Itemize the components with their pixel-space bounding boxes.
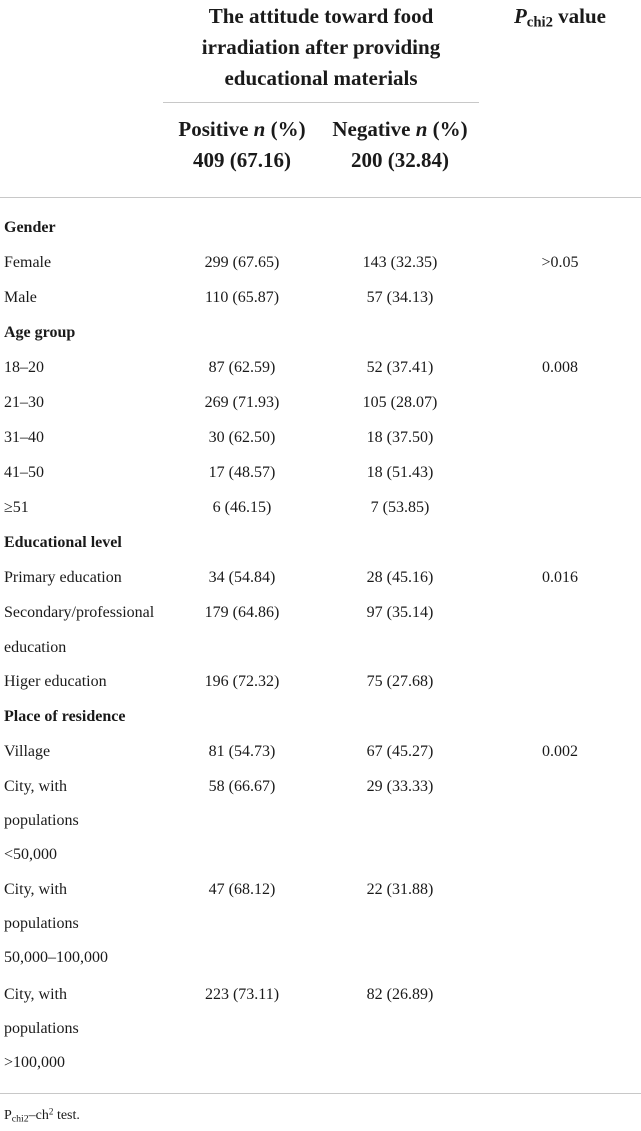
positive-header bbox=[163, 114, 321, 176]
negative-label: Negative bbox=[332, 117, 416, 141]
positive-cell: 47 (68.12) bbox=[208, 881, 276, 898]
top-rule bbox=[0, 197, 641, 198]
footnote-sup: 2 bbox=[48, 1106, 54, 1117]
negative-n: n bbox=[415, 117, 428, 141]
row-label: Higer education bbox=[4, 673, 107, 690]
p-symbol: P bbox=[513, 4, 527, 28]
row-label: 21–30 bbox=[4, 394, 44, 411]
section-gender: Gender bbox=[4, 219, 56, 236]
positive-total: 409 (67.16) bbox=[193, 148, 291, 172]
negative-cell: 18 (51.43) bbox=[366, 464, 434, 481]
negative-cell: 22 (31.88) bbox=[366, 881, 434, 898]
negative-cell: 28 (45.16) bbox=[366, 569, 434, 586]
row-label: Secondary/professional bbox=[4, 604, 155, 621]
positive-cell: 196 (72.32) bbox=[204, 673, 280, 690]
positive-cell: 223 (73.11) bbox=[204, 986, 280, 1003]
row-label: 18–20 bbox=[4, 359, 44, 376]
row-label: Village bbox=[4, 743, 51, 760]
p-header-rest: value bbox=[552, 4, 607, 28]
row-label: Female bbox=[4, 254, 52, 271]
positive-cell: 110 (65.87) bbox=[204, 289, 280, 306]
bottom-rule bbox=[0, 1093, 641, 1094]
row-label-cont: populations bbox=[4, 1020, 79, 1037]
row-label-cont: <50,000 bbox=[4, 846, 58, 863]
header-rule bbox=[163, 102, 479, 103]
footnote-mid: –ch bbox=[28, 1108, 49, 1123]
positive-cell: 6 (46.15) bbox=[212, 499, 272, 516]
table-footnote bbox=[4, 1106, 80, 1126]
negative-cell: 67 (45.27) bbox=[366, 743, 434, 760]
group-header-line: irradiation after providing bbox=[201, 35, 441, 59]
positive-cell: 34 (54.84) bbox=[208, 569, 276, 586]
positive-cell: 269 (71.93) bbox=[204, 394, 280, 411]
section-age-group: Age group bbox=[4, 324, 76, 341]
p-value-cell: 0.016 bbox=[542, 569, 578, 586]
row-label-cont: >100,000 bbox=[4, 1054, 66, 1071]
p-subscript: chi2 bbox=[526, 14, 553, 31]
negative-cell: 18 (37.50) bbox=[366, 429, 434, 446]
negative-cell: 143 (32.35) bbox=[362, 254, 438, 271]
negative-total: 200 (32.84) bbox=[351, 148, 449, 172]
positive-cell: 81 (54.73) bbox=[208, 743, 276, 760]
group-header-line: The attitude toward food bbox=[208, 4, 434, 28]
positive-cell: 299 (67.65) bbox=[204, 254, 280, 271]
footnote-rest: test. bbox=[53, 1108, 80, 1123]
positive-cell: 30 (62.50) bbox=[208, 429, 276, 446]
row-label: ≥51 bbox=[4, 499, 29, 516]
row-label: City, with bbox=[4, 986, 67, 1003]
row-label: 31–40 bbox=[4, 429, 44, 446]
negative-cell: 29 (33.33) bbox=[366, 778, 434, 795]
row-label-cont: populations bbox=[4, 915, 79, 932]
section-place-of-residence: Place of residence bbox=[4, 708, 126, 725]
negative-cell: 57 (34.13) bbox=[366, 289, 434, 306]
negative-cell: 52 (37.41) bbox=[366, 359, 434, 376]
positive-cell: 87 (62.59) bbox=[208, 359, 276, 376]
negative-cell: 82 (26.89) bbox=[366, 986, 434, 1003]
row-label: Male bbox=[4, 289, 37, 306]
positive-n: n bbox=[253, 117, 266, 141]
positive-cell: 17 (48.57) bbox=[208, 464, 276, 481]
positive-label: Positive bbox=[178, 117, 254, 141]
section-educational-level: Educational level bbox=[4, 534, 122, 551]
p-value-cell: 0.002 bbox=[542, 743, 578, 760]
positive-pct: (%) bbox=[265, 117, 306, 141]
row-label: 41–50 bbox=[4, 464, 44, 481]
row-label: Primary education bbox=[4, 569, 122, 586]
negative-cell: 105 (28.07) bbox=[362, 394, 438, 411]
positive-cell: 179 (64.86) bbox=[204, 604, 280, 621]
p-value-cell: 0.008 bbox=[542, 359, 578, 376]
group-header bbox=[163, 1, 479, 94]
row-label: City, with bbox=[4, 778, 67, 795]
negative-cell: 7 (53.85) bbox=[370, 499, 430, 516]
footnote-sub: chi2 bbox=[11, 1113, 29, 1125]
row-label-cont: education bbox=[4, 639, 67, 656]
negative-cell: 75 (27.68) bbox=[366, 673, 434, 690]
p-value-cell: >0.05 bbox=[541, 254, 579, 271]
group-header-line: educational materials bbox=[224, 66, 418, 90]
positive-cell: 58 (66.67) bbox=[208, 778, 276, 795]
row-label-cont: 50,000–100,000 bbox=[4, 949, 108, 966]
negative-pct: (%) bbox=[427, 117, 468, 141]
negative-header bbox=[321, 114, 479, 176]
row-label: City, with bbox=[4, 881, 67, 898]
p-value-header bbox=[479, 1, 641, 32]
negative-cell: 97 (35.14) bbox=[366, 604, 434, 621]
row-label-cont: populations bbox=[4, 812, 79, 829]
footnote-p: P bbox=[4, 1108, 12, 1123]
